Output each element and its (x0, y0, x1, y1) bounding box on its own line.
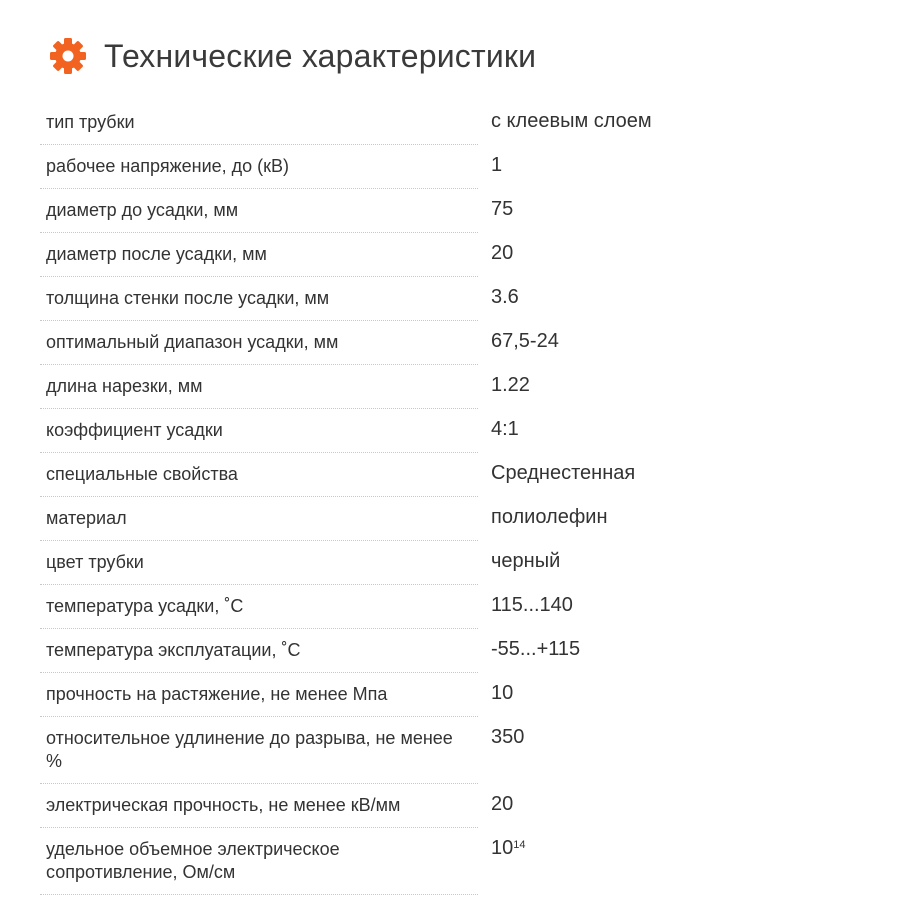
spec-value (491, 837, 891, 860)
spec-label: удельное объемное электрическое сопротивление, Ом/см (46, 839, 340, 882)
section-header (46, 30, 536, 82)
spec-row (40, 784, 514, 828)
spec-value: 1.22 (491, 374, 530, 396)
spec-row (40, 585, 573, 629)
spec-value: 10 (491, 682, 514, 704)
spec-row (40, 828, 526, 895)
section-title: Технические характеристики (104, 37, 537, 74)
spec-row (40, 145, 503, 189)
spec-row (40, 629, 581, 673)
spec-row (40, 189, 514, 233)
spec-value: 75 (491, 198, 514, 220)
spec-row (40, 673, 514, 717)
spec-row (40, 453, 636, 497)
spec-value: 20 (491, 793, 514, 815)
spec-label: рабочее напряжение, до (кВ) (46, 156, 290, 176)
spec-row (40, 101, 652, 145)
spec-row (40, 277, 519, 321)
spec-row (40, 717, 525, 784)
spec-value: -55...+115 (491, 638, 581, 660)
spec-label: температура усадки, ˚С (46, 596, 244, 616)
spec-label: электрическая прочность, не менее кВ/мм (46, 795, 401, 815)
spec-row (40, 541, 561, 585)
spec-label: относительное удлинение до разрыва, не менее % (46, 728, 453, 771)
spec-label: цвет трубки (46, 552, 144, 572)
spec-label: диаметр до усадки, мм (46, 200, 239, 220)
spec-value: 115...140 (491, 594, 573, 616)
spec-value-base: 10 (491, 837, 514, 859)
spec-value: 67,5-24 (491, 330, 559, 352)
spec-label: коэффициент усадки (46, 420, 223, 440)
spec-row (40, 409, 519, 453)
spec-value: 3.6 (491, 286, 519, 308)
spec-value: черный (491, 550, 561, 572)
spec-value: 1 (491, 154, 503, 176)
spec-label: оптимальный диапазон усадки, мм (46, 332, 339, 352)
spec-value: полиолефин (491, 506, 608, 528)
spec-label: толщина стенки после усадки, мм (46, 288, 330, 308)
spec-row (40, 497, 608, 541)
spec-row (40, 233, 514, 277)
spec-label: длина нарезки, мм (46, 376, 203, 396)
spec-label: прочность на растяжение, не менее Мпа (46, 684, 388, 704)
spec-value: 20 (491, 242, 514, 264)
spec-value: 350 (491, 726, 525, 748)
spec-label: диаметр после усадки, мм (46, 244, 267, 264)
spec-row (40, 321, 559, 365)
spec-value: 4:1 (491, 418, 519, 440)
spec-label: тип трубки (46, 112, 135, 132)
spec-row (40, 365, 530, 409)
spec-value: Среднестенная (491, 462, 636, 484)
spec-value: с клеевым слоем (491, 110, 652, 132)
specs-table (40, 101, 652, 895)
spec-value-exponent: 14 (513, 839, 526, 851)
gear-icon (46, 34, 90, 78)
spec-label: материал (46, 508, 127, 528)
spec-label: специальные свойства (46, 464, 238, 484)
spec-label: температура эксплуатации, ˚С (46, 640, 301, 660)
